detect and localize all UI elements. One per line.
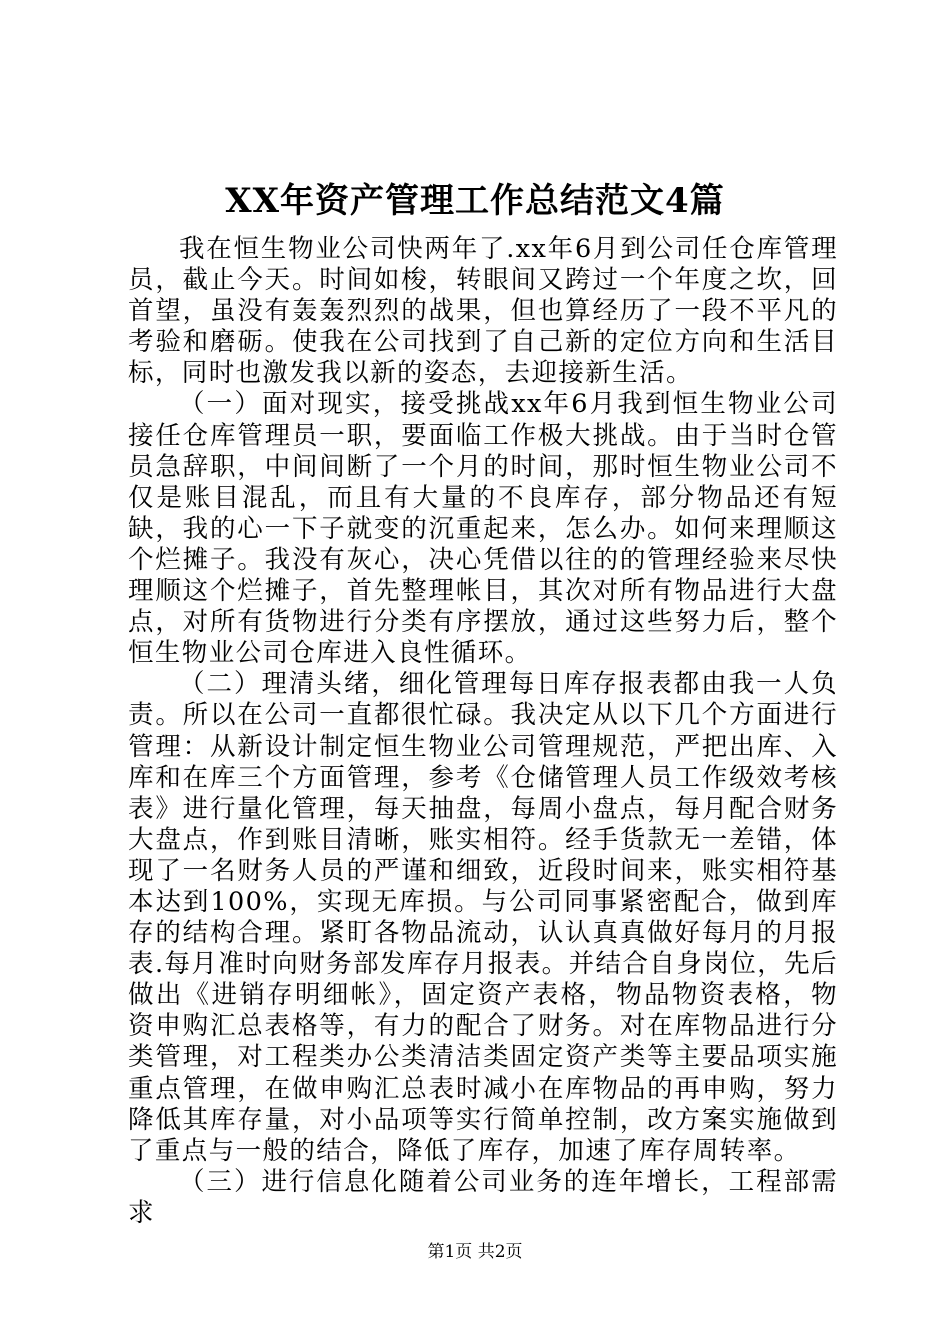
document-title: XX年资产管理工作总结范文4篇 xyxy=(225,181,725,221)
page-number-footer: 第1页 共2页 xyxy=(427,1242,523,1262)
paragraph-section-three: （三）进行信息化随着公司业务的连年增长，工程部需求 xyxy=(128,1166,838,1228)
paragraph-section-one: （一）面对现实，接受挑战xx年6月我到恒生物业公司接任仓库管理员一职，要面临工作极大挑战。由于当时仓管员急辞职，中间间断了一个月的时间，那时恒生物业公司不仅是账目混乱，而且有大量的不良库存，部分物品还有短缺，我的心一下子就变的沉重起来，怎么办。如何来理顺这个烂摊子。我没有灰心，决心凭借以往的的管理经验来尽快理顺这个烂摊子，首先整理帐目，其次对所有物品进行大盘点，对所有货物进行分类有序摆放，通过这些努力后，整个恒生物业公司仓库进入良性循环。 xyxy=(128,389,838,669)
paragraph-section-two: （二）理清头绪，细化管理每日库存报表都由我一人负责。所以在公司一直都很忙碌。我决定从以下几个方面进行管理：从新设计制定恒生物业公司管理规范，严把出库、入库和在库三个方面管理，参考《仓储管理人员工作级效考核表》进行量化管理，每天抽盘，每周小盘点，每月配合财务大盘点，作到账目清晰，账实相符。经手货款无一差错，体现了一名财务人员的严谨和细致，近段时间来，账实相符基本达到100%，实现无库损。与公司同事紧密配合，做到库存的结构合理。紧盯各物品流动，认认真真做好每月的月报表.每月准时向财务部发库存月报表。并结合自身岗位，先后做出《进销存明细帐》，固定资产表格，物品物资表格，物资申购汇总表格等，有力的配合了财务。对在库物品进行分类管理，对工程类办公类清洁类固定资产类等主要品项实施重点管理，在做申购汇总表时减小在库物品的再申购，努力降低其库存量，对小品项等实行简单控制，改方案实施做到了重点与一般的结合，降低了库存，加速了库存周转率。 xyxy=(128,669,838,1166)
paragraph-intro: 我在恒生物业公司快两年了.xx年6月到公司任仓库管理员，截止今天。时间如梭，转眼间又跨过一个年度之坎，回首望，虽没有轰轰烈烈的战果，但也算经历了一段不平凡的考验和磨砺。使我在公司找到了自己新的定位方向和生活目标，同时也激发我以新的姿态，去迎接新生活。 xyxy=(128,234,838,389)
document-body xyxy=(128,234,838,1229)
